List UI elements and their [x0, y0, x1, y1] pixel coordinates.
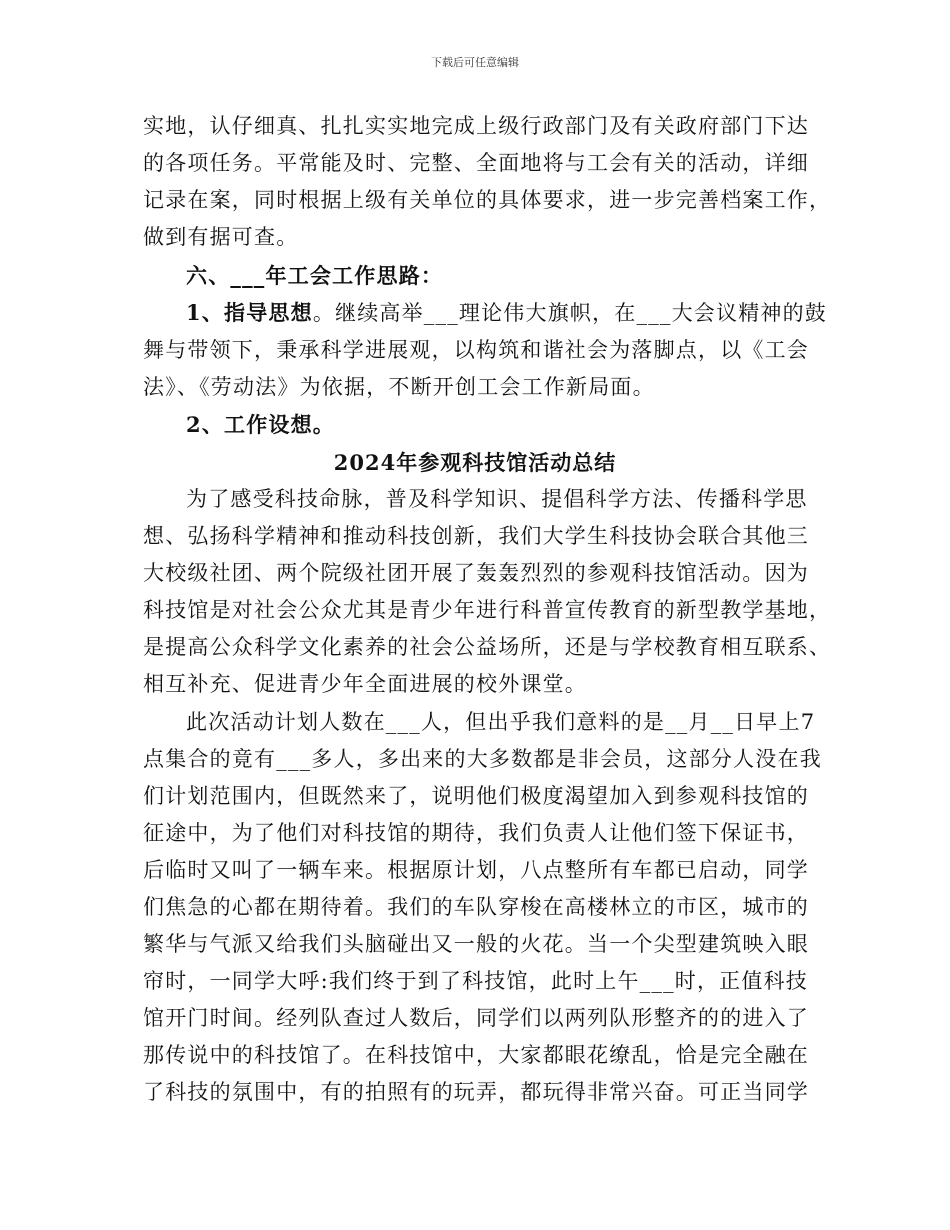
paragraph-line: 后临时又叫了一辆车来。根据原计划，八点整所有车都已启动，同学: [143, 858, 809, 882]
page-header-note: 下载后可任意编辑: [431, 56, 519, 69]
text-line: 舞与带领下，秉承科学进展观，以构筑和谐社会为落脚点，以《工会: [143, 338, 809, 362]
article-title: 2024年参观科技馆活动总结: [333, 450, 617, 475]
text-line: 的各项任务。平常能及时、完整、全面地将与工会有关的活动，详细: [143, 151, 809, 175]
paragraph-line: 科技馆是对社会公众尤其是青少年进行科普宣传教育的新型教学基地，: [143, 598, 832, 622]
section-heading: 六、___年工会工作思路：: [186, 263, 444, 288]
item-2: 2、工作设想。: [186, 412, 336, 437]
paragraph-line: 那传说中的科技馆了。在科技馆中，大家都眼花缭乱，恰是完全融在: [143, 1043, 809, 1067]
item-1-text: 。继续高举___理论伟大旗帜，在___大会议精神的鼓: [312, 301, 828, 325]
text-line: 法》、《劳动法》为依据，不断开创工会工作新局面。: [143, 375, 655, 399]
paragraph-line: 馆开门时间。经列队查过人数后，同学们以两列队形整齐的的进入了: [143, 1006, 809, 1030]
paragraph-line: 了科技的氛围中，有的拍照有的玩弄，都玩得非常兴奋。可正当同学: [143, 1080, 809, 1104]
item-1-label: 1、指导思想: [186, 300, 313, 325]
paragraph-line: 为了感受科技命脉，普及科学知识、提倡科学方法、传播科学思: [186, 487, 808, 511]
paragraph-line: 点集合的竟有___多人，多出来的大多数都是非会员，这部分人没在我: [143, 747, 822, 771]
paragraph-line: 是提高公众科学文化素养的社会公益场所，还是与学校教育相互联系、: [143, 635, 832, 659]
paragraph-line: 相互补充、促进青少年全面进展的校外课堂。: [143, 672, 587, 696]
paragraph-line: 繁华与气派又给我们头脑碰出又一般的火花。当一个尖型建筑映入眼: [143, 932, 809, 956]
paragraph-line: 征途中，为了他们对科技馆的期待，我们负责人让他们签下保证书，: [143, 821, 809, 845]
text-line: 做到有据可查。: [143, 225, 299, 249]
paragraph-line: 们焦急的心都在期待着。我们的车队穿梭在高楼林立的市区，城市的: [143, 895, 809, 919]
paragraph-line: 此次活动计划人数在___人，但出乎我们意料的是__月__日早上7: [186, 710, 816, 734]
paragraph-line: 大校级社团、两个院级社团开展了轰轰烈烈的参观科技馆活动。因为: [143, 561, 809, 585]
paragraph-line: 帘时，一同学大呼:我们终于到了科技馆，此时上午___时，正值科技: [143, 969, 808, 993]
item-1: [186, 299, 827, 327]
paragraph-line: 们计划范围内，但既然来了，说明他们极度渴望加入到参观科技馆的: [143, 784, 809, 808]
text-line: 记录在案，同时根据上级有关单位的具体要求，进一步完善档案工作，: [143, 188, 832, 212]
paragraph-line: 想、弘扬科学精神和推动科技创新，我们大学生科技协会联合其他三: [143, 524, 809, 548]
text-line: 实地，认仔细真、扎扎实实地完成上级行政部门及有关政府部门下达: [143, 114, 809, 138]
